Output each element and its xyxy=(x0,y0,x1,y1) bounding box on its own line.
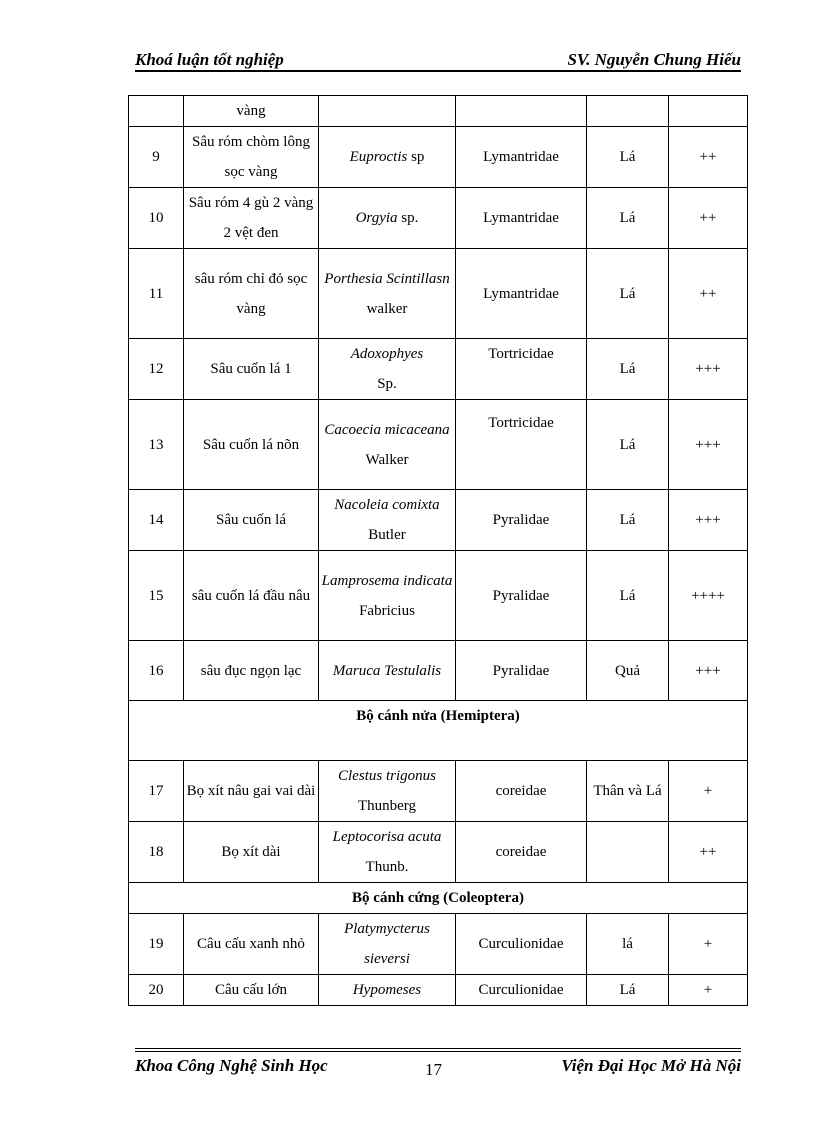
sci-rest: Thunberg xyxy=(357,798,417,814)
sci-italic: Maruca Testulalis xyxy=(332,662,442,679)
footer-rule-top xyxy=(135,1048,741,1049)
cell-level: + xyxy=(669,761,748,822)
sci-italic: Orgyia xyxy=(355,210,398,226)
sci-italic: Leptocorisa acuta xyxy=(332,829,442,845)
cell-part: Lá xyxy=(587,551,669,641)
cell-part: Lá xyxy=(587,339,669,400)
cell-family: Pyralidae xyxy=(456,641,587,701)
cell-no: 19 xyxy=(129,914,184,975)
cell-level: +++ xyxy=(669,490,748,551)
cell-sci xyxy=(319,96,456,127)
sci-italic: Adoxophyes xyxy=(350,346,424,362)
cell-name: vàng xyxy=(184,96,319,127)
cell-no xyxy=(129,96,184,127)
footer-institute: Viện Đại Học Mở Hà Nội xyxy=(561,1056,741,1075)
cell-part: Lá xyxy=(587,188,669,249)
cell-no: 14 xyxy=(129,490,184,551)
sci-rest: Butler xyxy=(368,527,406,543)
cell-family: Pyralidae xyxy=(456,551,587,641)
cell-part: Quả xyxy=(587,641,669,701)
sci-italic: Nacoleia comixta xyxy=(334,497,440,513)
cell-name: Sâu cuốn lá xyxy=(184,490,319,551)
table-row xyxy=(129,490,748,551)
page-header xyxy=(135,48,741,72)
cell-no: 20 xyxy=(129,975,184,1006)
cell-sci xyxy=(319,127,456,188)
cell-family: Lymantridae xyxy=(456,249,587,339)
page-number: 17 xyxy=(425,1060,442,1079)
sci-rest: walker xyxy=(366,300,408,317)
sci-italic: Hypomeses xyxy=(352,982,422,998)
cell-part xyxy=(587,96,669,127)
sci-rest: Sp. xyxy=(377,376,397,392)
cell-no: 18 xyxy=(129,822,184,883)
cell-level: +++ xyxy=(669,339,748,400)
table-row xyxy=(129,822,748,883)
cell-family: Lymantridae xyxy=(456,188,587,249)
cell-family: Curculionidae xyxy=(456,975,587,1006)
cell-family: Curculionidae xyxy=(456,914,587,975)
cell-family: coreidae xyxy=(456,822,587,883)
cell-name: sâu cuốn lá đầu nâu xyxy=(184,551,319,641)
cell-part: Lá xyxy=(587,975,669,1006)
insect-table xyxy=(128,95,748,1006)
cell-no: 11 xyxy=(129,249,184,339)
table-row xyxy=(129,127,748,188)
footer-faculty: Khoa Công Nghệ Sinh Học xyxy=(135,1056,328,1075)
cell-sci xyxy=(319,551,456,641)
cell-no: 10 xyxy=(129,188,184,249)
table-row xyxy=(129,96,748,127)
cell-level: +++ xyxy=(669,400,748,490)
cell-level: +++ xyxy=(669,641,748,701)
table-row xyxy=(129,761,748,822)
sci-rest: Walker xyxy=(365,451,409,468)
cell-level: ++ xyxy=(669,188,748,249)
cell-name: Câu cấu xanh nhỏ xyxy=(184,914,319,975)
sci-italic: Porthesia Scintillasn xyxy=(324,270,450,287)
cell-family: Lymantridae xyxy=(456,127,587,188)
cell-sci xyxy=(319,761,456,822)
cell-part: lá xyxy=(587,914,669,975)
table-row xyxy=(129,249,748,339)
sci-italic: Clestus trigonus xyxy=(338,768,436,784)
cell-name: Câu cấu lớn xyxy=(184,975,319,1006)
sci-rest: Fabricius xyxy=(359,602,415,619)
cell-no: 12 xyxy=(129,339,184,400)
sci-italic: Cacoecia micaceana xyxy=(324,421,450,438)
table-row xyxy=(129,975,748,1006)
cell-level: ++ xyxy=(669,249,748,339)
cell-part xyxy=(587,822,669,883)
cell-sci xyxy=(319,914,456,975)
cell-sci xyxy=(319,339,456,400)
cell-sci xyxy=(319,641,456,701)
cell-name: Sâu róm 4 gù 2 vàng 2 vệt đen xyxy=(184,188,319,249)
cell-name: Sâu róm chòm lông sọc vàng xyxy=(184,127,319,188)
section-heading: Bộ cánh cứng (Coleoptera) xyxy=(129,883,748,914)
cell-level: + xyxy=(669,914,748,975)
cell-sci xyxy=(319,188,456,249)
sci-rest: Thunb. xyxy=(365,859,409,875)
table-row xyxy=(129,641,748,701)
cell-level: ++ xyxy=(669,127,748,188)
cell-family: coreidae xyxy=(456,761,587,822)
cell-part: Lá xyxy=(587,249,669,339)
cell-part: Thân và Lá xyxy=(587,761,669,822)
cell-name: Bọ xít nâu gai vai dài xyxy=(184,761,319,822)
cell-name: Sâu cuốn lá nõn xyxy=(184,400,319,490)
cell-level: + xyxy=(669,975,748,1006)
cell-level: ++++ xyxy=(669,551,748,641)
page-footer xyxy=(135,1048,741,1088)
cell-no: 9 xyxy=(129,127,184,188)
section-heading: Bộ cánh nửa (Hemiptera) xyxy=(129,701,748,761)
cell-level: ++ xyxy=(669,822,748,883)
section-row xyxy=(129,883,748,914)
cell-name: Bọ xít dài xyxy=(184,822,319,883)
header-thesis-label: Khoá luận tốt nghiệp xyxy=(135,50,284,69)
cell-family: Tortricidae xyxy=(456,339,587,400)
cell-family: Tortricidae xyxy=(456,400,587,490)
cell-sci xyxy=(319,249,456,339)
cell-part: Lá xyxy=(587,127,669,188)
cell-family: Pyralidae xyxy=(456,490,587,551)
cell-part: Lá xyxy=(587,490,669,551)
sci-rest: sp. xyxy=(397,210,419,226)
footer-rule-bottom xyxy=(135,1051,741,1052)
cell-no: 16 xyxy=(129,641,184,701)
cell-name: Sâu cuốn lá 1 xyxy=(184,339,319,400)
table-row xyxy=(129,914,748,975)
header-student-name: SV. Nguyễn Chung Hiếu xyxy=(567,50,741,69)
table-row xyxy=(129,551,748,641)
cell-sci xyxy=(319,400,456,490)
section-row xyxy=(129,701,748,761)
cell-no: 13 xyxy=(129,400,184,490)
table-row xyxy=(129,188,748,249)
sci-italic: Platymycterus sieversi xyxy=(344,921,430,967)
cell-sci xyxy=(319,975,456,1006)
cell-no: 17 xyxy=(129,761,184,822)
cell-part: Lá xyxy=(587,400,669,490)
table-row xyxy=(129,339,748,400)
header-rule xyxy=(135,70,741,72)
cell-family xyxy=(456,96,587,127)
cell-no: 15 xyxy=(129,551,184,641)
table-row xyxy=(129,400,748,490)
cell-name: sâu róm chỉ đỏ sọc vàng xyxy=(184,249,319,339)
cell-name: sâu đục ngọn lạc xyxy=(184,641,319,701)
cell-sci xyxy=(319,822,456,883)
sci-italic: Euproctis xyxy=(349,149,408,165)
cell-level xyxy=(669,96,748,127)
cell-sci xyxy=(319,490,456,551)
sci-rest: sp xyxy=(407,149,425,165)
sci-italic: Lamprosema indicata xyxy=(321,572,453,589)
